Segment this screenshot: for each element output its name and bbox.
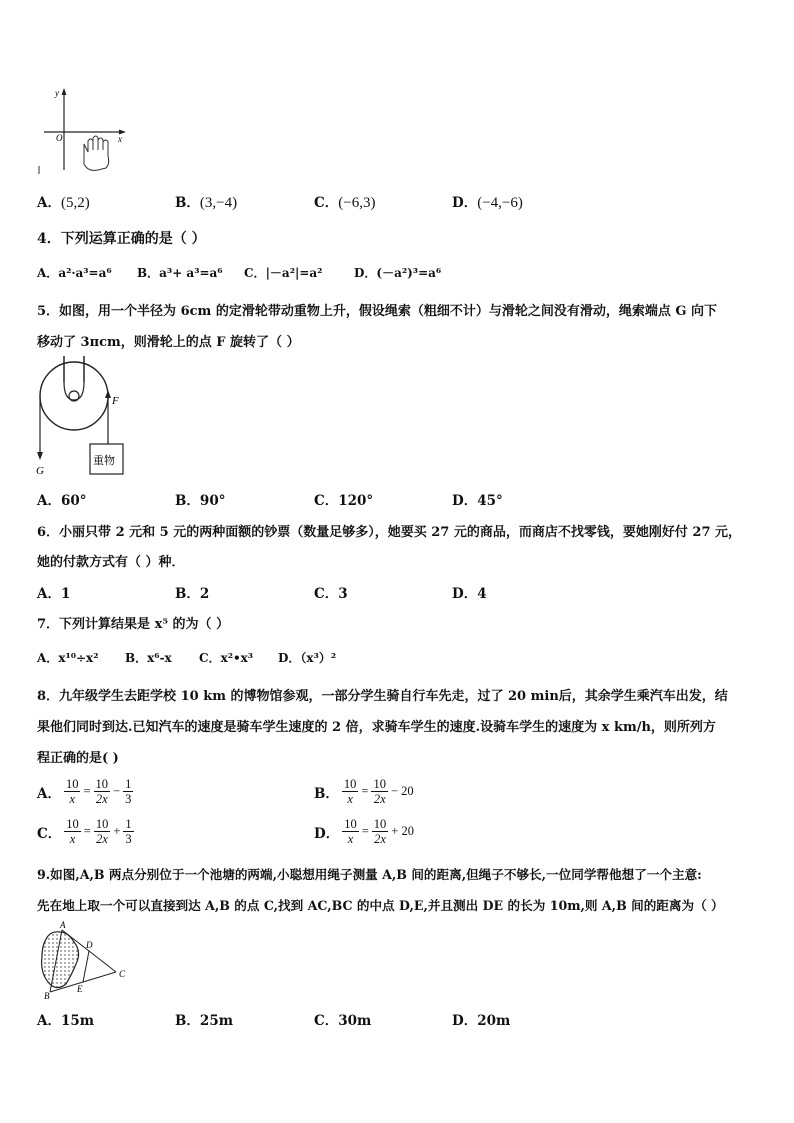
option-letter: C．	[314, 195, 339, 211]
option-letter: A．	[37, 651, 59, 665]
q9-option-d[interactable]	[452, 1009, 510, 1029]
q4-option-b[interactable]	[137, 264, 223, 281]
option-letter: C．	[314, 493, 339, 509]
q5-option-a[interactable]	[37, 489, 87, 509]
q9-option-b[interactable]	[175, 1009, 233, 1029]
option-value: 4	[477, 586, 487, 602]
numerator: 1	[125, 817, 132, 831]
q9-stem-line2: 先在地上取一个可以直接到达 A,B 的点 C,找到 AC,BC 的中点 D,E,并且测出 DE 的长为 10m,则 A,B 间的距离为（ ）	[37, 898, 724, 913]
operator: +	[113, 824, 121, 838]
q3-option-b[interactable]	[175, 191, 237, 212]
q6-stem-line2: 她的付款方式有（ ）种．	[37, 555, 185, 570]
denominator: x	[347, 792, 353, 806]
option-value: x¹⁰÷x²	[58, 651, 99, 665]
q7-option-c[interactable]	[199, 649, 253, 666]
option-value: x⁶-x	[147, 651, 172, 665]
option-value: a³+ a³=a⁶	[159, 266, 223, 280]
q8-stem-line1: 8．九年级学生去距学校 10 km 的博物馆参观，一部分学生骑自行车先走，过了 20 min后，其余学生乘汽车出发，结	[37, 689, 728, 704]
denominator: x	[347, 832, 354, 846]
q6-stem-line1: 6．小丽只带 2 元和 5 元的两种面额的钞票（数量足够多），她要买 27 元的商品，而商店不找零钱，要她刚好付 27 元，	[37, 525, 742, 540]
option-value: 45°	[477, 493, 503, 509]
numerator: 10	[373, 817, 387, 831]
label-a: A	[60, 920, 66, 930]
q6-option-c[interactable]	[314, 582, 348, 602]
q7-stem: 7．下列计算结果是 x⁵ 的为（ ）	[37, 617, 230, 632]
fraction	[372, 817, 389, 846]
q8-option-b[interactable]	[314, 777, 414, 806]
option-letter: A．	[37, 493, 61, 509]
denominator: x	[69, 792, 76, 806]
q9-option-c[interactable]	[314, 1009, 371, 1029]
q5-option-d[interactable]	[452, 489, 503, 509]
operator: −	[113, 784, 121, 798]
q4-stem: 4．下列运算正确的是（ ）	[37, 231, 206, 247]
option-value: 1	[60, 586, 71, 602]
q6-option-b[interactable]	[175, 582, 209, 602]
option-value: 25m	[199, 1013, 233, 1029]
option-letter: D．	[278, 651, 301, 665]
option-letter: A．	[37, 785, 61, 802]
denominator: 2x	[373, 792, 386, 806]
q8-option-c[interactable]	[37, 817, 134, 846]
q4-option-d[interactable]	[354, 264, 441, 281]
y-axis-label: y	[55, 88, 59, 98]
numerator: 10	[95, 777, 109, 791]
option-value: 60°	[60, 493, 87, 509]
tail-term: + 20	[391, 824, 414, 838]
label-f: F	[112, 395, 119, 407]
numerator: 10	[65, 777, 79, 791]
equals-sign: =	[83, 784, 91, 798]
label-d: D	[86, 940, 93, 950]
q6-option-d[interactable]	[452, 582, 487, 602]
q7-option-d[interactable]	[278, 649, 336, 666]
q8-option-d[interactable]	[314, 817, 414, 846]
option-value: x²•x³	[220, 651, 254, 665]
pulley-figure	[34, 356, 134, 480]
option-letter: B．	[125, 651, 148, 665]
numerator: 10	[95, 817, 109, 831]
option-letter: C．	[314, 586, 339, 602]
q7-option-b[interactable]	[125, 649, 172, 666]
q9-stem-line1: 9.如图,A,B 两点分别位于一个池塘的两端,小聪想用绳子测量 A,B 间的距离,但绳子不够长,一位同学帮他想了一个主意:	[37, 867, 702, 882]
denominator: 2x	[95, 792, 108, 806]
equals-sign: =	[361, 784, 369, 798]
option-letter: C．	[314, 1013, 339, 1029]
option-value: a²·a³=a⁶	[58, 266, 112, 280]
fraction	[94, 817, 111, 846]
option-letter: D．	[314, 825, 340, 842]
equals-sign: =	[83, 824, 91, 838]
q5-option-b[interactable]	[175, 489, 225, 509]
option-letter: A．	[37, 266, 59, 280]
axes-figure	[36, 86, 136, 178]
option-letter: B．	[175, 493, 200, 509]
fraction	[123, 817, 133, 846]
option-letter: C．	[244, 266, 266, 280]
numerator: 10	[343, 777, 357, 791]
numerator: 10	[373, 777, 386, 791]
denominator: 3	[125, 832, 132, 846]
option-letter: B．	[137, 266, 160, 280]
option-letter: A．	[37, 195, 61, 211]
option-letter: D．	[452, 586, 478, 602]
option-letter: D．	[354, 266, 377, 280]
option-value: 3	[338, 586, 348, 602]
fraction	[94, 777, 111, 806]
q3-option-a[interactable]	[37, 191, 90, 212]
option-value: (−6,3)	[338, 195, 376, 211]
denominator: 3	[125, 792, 132, 806]
option-letter: A．	[37, 586, 61, 602]
label-e: E	[77, 984, 83, 994]
option-value: (3,−4)	[199, 195, 238, 211]
denominator: x	[69, 832, 76, 846]
q9-option-a[interactable]	[37, 1009, 94, 1029]
option-value: (－a²)³=a⁶	[376, 266, 442, 280]
fraction	[342, 777, 359, 806]
q4-option-a[interactable]	[37, 264, 112, 281]
option-letter: D．	[452, 493, 478, 509]
fraction	[371, 777, 388, 806]
option-value: (−4,−6)	[477, 195, 523, 211]
option-value: (5,2)	[60, 195, 90, 211]
option-letter: B．	[175, 586, 200, 602]
hand-icon	[84, 136, 109, 170]
q5-stem-line2: 移动了 3πcm，则滑轮上的点 F 旋转了（ ）	[37, 335, 300, 350]
pond-figure	[36, 922, 132, 1002]
option-value: 90°	[199, 493, 226, 509]
denominator: 2x	[374, 832, 386, 846]
label-g: G	[36, 465, 44, 477]
q3-option-c[interactable]	[314, 191, 375, 212]
option-letter: C．	[37, 825, 62, 842]
q5-option-c[interactable]	[314, 489, 373, 509]
label-c: C	[119, 969, 126, 979]
fraction	[64, 777, 81, 806]
denominator: 2x	[96, 832, 108, 846]
numerator: 10	[344, 817, 357, 831]
q6-option-a[interactable]	[37, 582, 70, 602]
label-b: B	[44, 991, 50, 1001]
numerator: 1	[125, 777, 132, 791]
option-value: 120°	[338, 493, 374, 509]
q4-option-c[interactable]	[244, 264, 322, 281]
option-letter: B．	[175, 1013, 200, 1029]
q8-stem-line3: 程正确的是( )	[37, 751, 119, 766]
option-letter: C．	[199, 651, 221, 665]
equals-sign: =	[361, 824, 369, 838]
option-value: 30m	[338, 1013, 372, 1029]
option-letter: B．	[314, 785, 339, 802]
q8-stem-line2: 果他们同时到达.已知汽车的速度是骑车学生速度的 2 倍，求骑车学生的速度.设骑车学生的速度为 x km/h，则所列方	[37, 720, 716, 735]
q7-option-a[interactable]	[37, 649, 98, 666]
option-value: 20m	[477, 1013, 511, 1029]
option-value: （x³）²	[300, 651, 337, 665]
fraction	[123, 777, 133, 806]
option-value: 15m	[60, 1013, 95, 1029]
q3-option-d[interactable]	[452, 191, 523, 212]
origin-label: O	[56, 133, 63, 143]
fraction	[64, 817, 81, 846]
option-letter: A．	[37, 1013, 61, 1029]
x-axis-label: x	[118, 134, 122, 144]
numerator: 10	[66, 817, 79, 831]
option-letter: B．	[175, 195, 200, 211]
option-letter: D．	[452, 1013, 478, 1029]
weight-label: 重物	[93, 455, 115, 467]
option-letter: D．	[452, 195, 478, 211]
q8-option-a[interactable]	[37, 777, 133, 806]
option-value: |－a²|=a²	[265, 266, 323, 280]
tail-term: − 20	[390, 784, 414, 798]
fraction	[342, 817, 359, 846]
option-value: 2	[199, 586, 210, 602]
q5-stem-line1: 5．如图，用一个半径为 6cm 的定滑轮带动重物上升，假设绳索（粗细不计）与滑轮之间没有滑动，绳索端点 G 向下	[37, 304, 717, 319]
